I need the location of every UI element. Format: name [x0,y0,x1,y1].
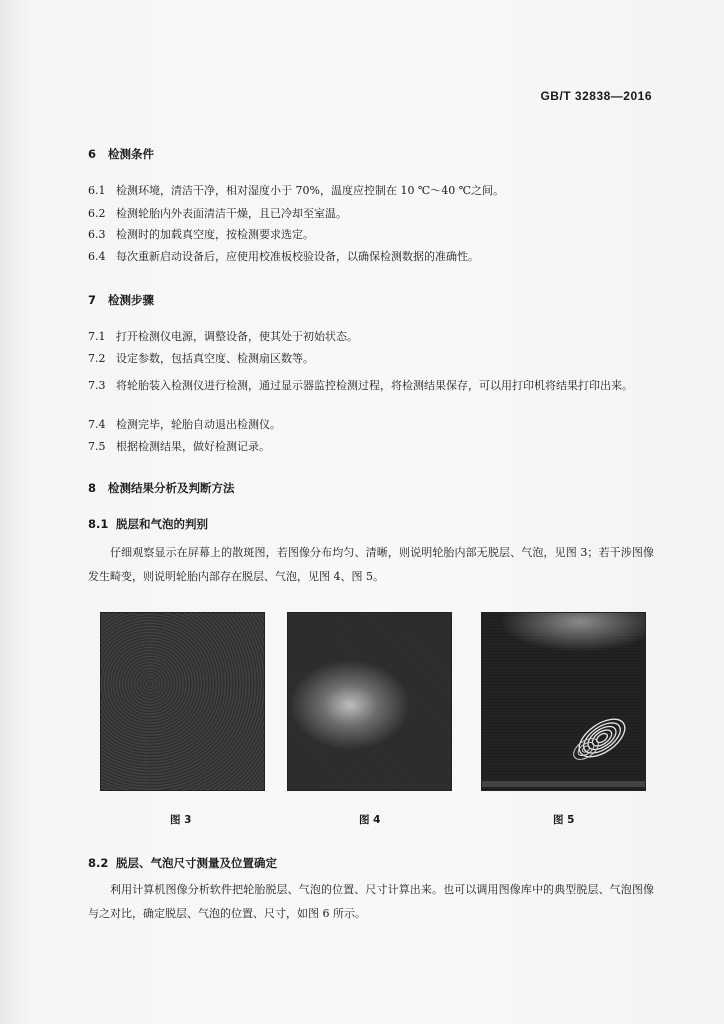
section-number: 7 [88,293,97,307]
item-text: 检测环境，清洁干净，相对湿度小于 70%，温度应控制在 10 ℃～40 ℃之间。 [116,184,505,197]
subsection-number: 8.1 [88,517,109,531]
section-number: 6 [88,147,97,161]
item-text: 检测时的加载真空度，按检测要求选定。 [116,228,314,241]
standard-number: GB/T 32838—2016 [540,89,652,103]
section-6-heading [88,146,154,162]
item-number: 6.4 [88,250,106,263]
section-7-heading [88,292,154,308]
item-text: 检测轮胎内外表面清洁干燥，且已冷却至室温。 [116,207,347,220]
section-number: 8 [88,481,97,495]
list-item [88,352,314,366]
paragraph-8-2: 利用计算机图像分析软件把轮胎脱层、气泡的位置、尺寸计算出来。也可以调用图像库中的典型脱层、气泡图像与之对比，确定脱层、气泡的位置、尺寸，如图 6 所示。 [88,883,654,920]
interference-fringes [482,613,645,790]
section-title: 检测步骤 [108,293,154,307]
figure-5-speckle-image [481,612,646,791]
item-number: 7.3 [88,379,106,392]
subsection-8-1-heading [88,516,208,532]
item-text: 将轮胎装入检测仪进行检测，通过显示器监控检测过程，将检测结果保存，可以用打印机将结果打印出来。 [116,379,633,392]
item-number: 7.4 [88,418,106,431]
list-item [88,440,270,454]
item-number: 6.2 [88,207,106,220]
figure-3-caption: 图 3 [170,814,192,826]
list-item [88,418,281,432]
list-item [88,207,347,221]
figure-4-caption: 图 4 [359,814,381,826]
list-item [88,228,314,242]
item-text: 根据检测结果，做好检测记录。 [116,440,270,453]
list-item [88,330,358,344]
subsection-title: 脱层和气泡的判别 [116,517,208,531]
list-item [88,250,479,264]
item-number: 6.1 [88,184,106,197]
section-title: 检测条件 [108,147,154,161]
paragraph-8-1: 仔细观察显示在屏幕上的散斑图，若图像分布均匀、清晰，则说明轮胎内部无脱层、气泡，见图 3；若干涉图像发生畸变，则说明轮胎内部存在脱层、气泡，见图 4、图 5。 [88,546,654,583]
subsection-8-2-heading [88,855,277,871]
section-8-heading [88,480,235,496]
subsection-title: 脱层、气泡尺寸测量及位置确定 [116,856,277,870]
item-number: 7.5 [88,440,106,453]
list-item [88,374,654,397]
item-text: 设定参数，包括真空度、检测扇区数等。 [116,352,314,365]
figure-4-speckle-image [287,612,452,791]
figure-3-speckle-image [100,612,265,791]
item-number: 7.1 [88,330,106,343]
list-item [88,184,504,198]
figure-5-caption: 图 5 [553,814,575,826]
item-text: 打开检测仪电源，调整设备，使其处于初始状态。 [116,330,358,343]
subsection-number: 8.2 [88,856,109,870]
item-text: 每次重新启动设备后，应使用校准板校验设备，以确保检测数据的准确性。 [116,250,479,263]
item-text: 检测完毕，轮胎自动退出检测仪。 [116,418,281,431]
item-number: 6.3 [88,228,106,241]
item-number: 7.2 [88,352,106,365]
section-title: 检测结果分析及判断方法 [108,481,235,495]
